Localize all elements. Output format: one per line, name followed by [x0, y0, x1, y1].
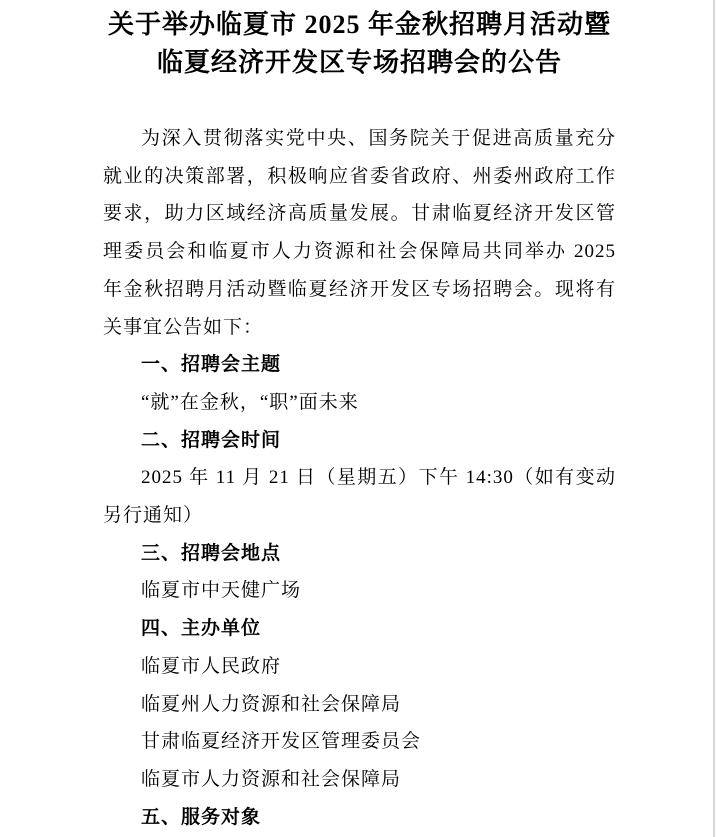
organizer-line: 临夏市人民政府 — [141, 655, 282, 677]
document-title — [103, 6, 616, 82]
organizer-line: 甘肃临夏经济开发区管理委员会 — [141, 731, 422, 753]
title-line-2: 临夏经济开发区专场招聘会的公告 — [156, 48, 562, 77]
section-heading-organizers: 四、主办单位 — [141, 618, 262, 640]
section-heading-time: 二、招聘会时间 — [141, 429, 282, 451]
title-line-1: 关于举办临夏市 2025 年金秋招聘月活动暨 — [107, 10, 611, 39]
section-heading-theme: 一、招聘会主题 — [141, 354, 282, 376]
section-heading-service-targets: 五、服务对象 — [141, 806, 262, 828]
organizer-line: 临夏市人力资源和社会保障局 — [141, 768, 402, 790]
intro-paragraph: 为深入贯彻落实党中央、国务院关于促进高质量充分就业的决策部署，积极响应省委省政府、州委州政府工作要求，助力区域经济高质量发展。甘肃临夏经济开发区管理委员会和临夏市人力资源和社会保障局共同举办 2025 年金秋招聘月活动暨临夏经济开发区专场招聘会。现将有关事宜公告如下： — [103, 128, 616, 338]
section-heading-location: 三、招聘会地点 — [141, 542, 282, 564]
section-location-content: 临夏市中天健广场 — [141, 580, 302, 602]
section-theme-content: “就”在金秋，“职”面未来 — [141, 391, 359, 413]
section-time-content: 2025 年 11 月 21 日（星期五）下午 14:30（如有变动另行通知） — [103, 467, 616, 527]
organizer-line: 临夏州人力资源和社会保障局 — [141, 693, 402, 715]
page-edge-line — [713, 0, 715, 837]
